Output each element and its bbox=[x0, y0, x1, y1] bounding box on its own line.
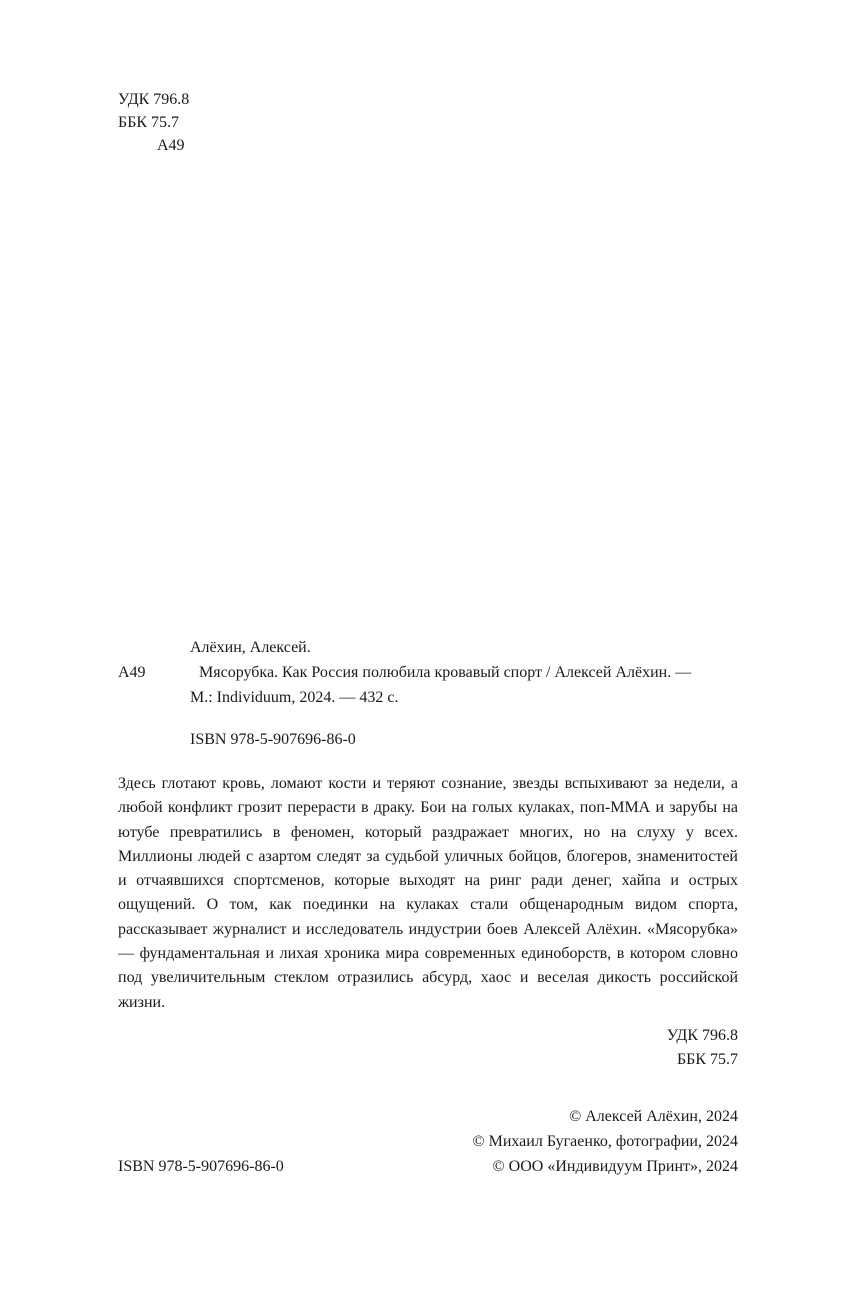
card-author-mark: А49 bbox=[118, 664, 146, 681]
udk-code: УДК 796.8 bbox=[118, 91, 190, 108]
card-title: Мясорубка. Как Россия полюбила кровавый спорт / Алексей Алёхин. — bbox=[199, 664, 692, 681]
isbn-bottom: ISBN 978-5-907696-86-0 bbox=[118, 1158, 284, 1175]
copyright-author: © Алексей Алёхин, 2024 bbox=[569, 1108, 738, 1125]
copyright-publisher: © ООО «Индивидуум Принт», 2024 bbox=[492, 1158, 738, 1175]
author-mark: А49 bbox=[157, 137, 185, 154]
bbk-code: ББК 75.7 bbox=[118, 114, 180, 131]
card-publication: М.: Individuum, 2024. — 432 с. bbox=[190, 689, 399, 706]
udk-code-bottom: УДК 796.8 bbox=[666, 1027, 738, 1044]
copyright-photos: © Михаил Бугаенко, фотографии, 2024 bbox=[472, 1133, 738, 1150]
card-author: Алёхин, Алексей. bbox=[190, 639, 311, 656]
annotation-paragraph: Здесь глотают кровь, ломают кости и теряют сознание, звезды вспыхивают за недели, а любой конфликт грозит перерасти в драку. Бои на голых кулаках, поп-ММА и зарубы на ютубе превратились в феномен, который раздражает многих, но на слуху у всех. Миллионы людей с азартом следят за судьбой уличных бойцов, блогеров, знаменитостей и отчаявшихся спортсменов, которые выходят на ринг ради денег, хайпа и острых ощущений. О том, как поединки на кулаках стали общенародным видом спорта, рассказывает журналист и исследователь индустрии боев Алексей Алёхин. «Мясорубка» — фундаментальная и лихая хроника мира современных единоборств, в котором словно под увеличительным стеклом отразились абсурд, хаос и веселая дикость российской жизни. bbox=[118, 775, 738, 1011]
card-isbn: ISBN 978-5-907696-86-0 bbox=[190, 731, 356, 748]
bbk-code-bottom: ББК 75.7 bbox=[676, 1051, 738, 1068]
